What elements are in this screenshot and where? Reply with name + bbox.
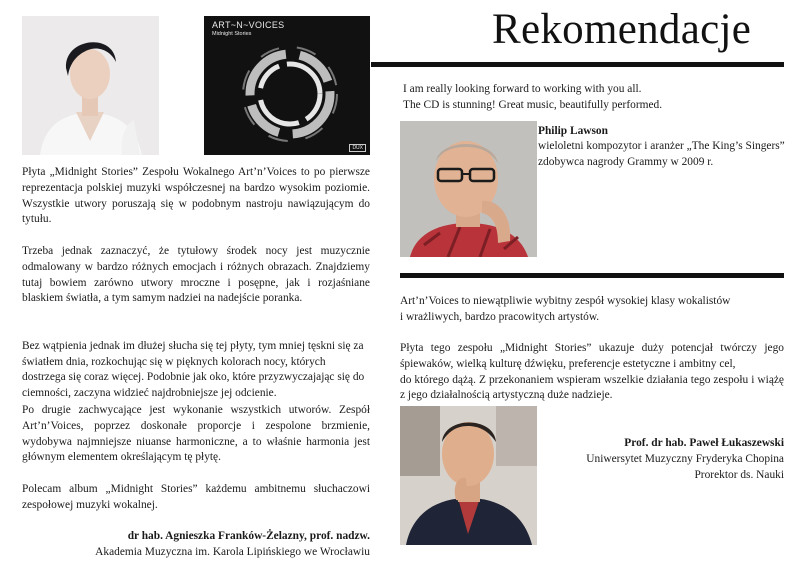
portrait-photo-author [22,16,159,155]
dux-logo: DUX [349,144,366,152]
lukaszewski-paragraph-1: Art’n’Voices to niewątpliwie wybitny zespół wysokiej klasy wokalistów i wrażliwych, bardzo pracowitych artystów. [400,295,731,323]
lukaszewski-position: Prorektor ds. Nauki [694,469,784,481]
left-paragraph-2-wrap [22,244,370,307]
left-paragraph-5-wrap [22,482,370,514]
album-title: ART~N~VOICES [212,20,285,30]
section-divider [400,273,784,278]
page-title: Rekomendacje [492,6,752,53]
portrait-photo-lukaszewski [400,406,537,545]
lawson-description: wieloletni kompozytor i aranżer „The King’s Singers” zdobywca nagrody Grammy w 2009 r. [538,140,785,168]
left-paragraph-2: Trzeba jednak zaznaczyć, że tytułowy środek nocy jest muzycznie odmalowany w bardzo różnych emocjach i różnych obrazach. Znajdziemy tutaj bowiem zarówno utwory mroczne i posępne, jak i rozjaśniane blaskiem światła, a tym samym nadziei na nadejście poranka. [22,245,370,305]
lukaszewski-paragraph-2: Płyta tego zespołu „Midnight Stories” ukazuje duży potencjał twórczy jego śpiewaków, wielką kulturę dźwięku, preferencje estetyczne i ambitny cel, do którego dążą. Z przekonaniem wspieram wszelkie działania tego zespołu i wiążę z jego działalnością artystyczną duże nadzieje. [400,342,784,402]
title-divider [371,62,784,67]
lawson-name: Philip Lawson [538,125,608,137]
left-signature-affiliation: Akademia Muzyczna im. Karola Lipińskiego we Wrocławiu [95,546,370,558]
portrait-photo-lawson [400,121,537,257]
left-paragraph-5: Polecam album „Midnight Stories” każdemu ambitnemu słuchaczowi zespołowej muzyki wokalnej. [22,483,370,511]
lawson-quote: I am really looking forward to working with you all. The CD is stunning! Great music, beautifully performed. [403,83,663,111]
album-subtitle: Midnight Stories [212,31,252,37]
left-paragraph-1: Płyta „Midnight Stories” Zespołu Wokalnego Art’n’Voices to po pierwsze reprezentacja polskiej muzyki współczesnej na bardzo wysokim poziomie. Wszystkie utwory poruszają się w podobnym nastroju nawiązującym do tytułu. [22,166,370,226]
left-paragraph-4-wrap [22,403,370,466]
lukaszewski-name: Prof. dr hab. Paweł Łukaszewski [624,437,784,449]
lukaszewski-paragraph-2-wrap [400,341,784,404]
left-paragraph-4: Po drugie zachwycające jest wykonanie wszystkich utworów. Zespół Art’n’Voices, poprzez doskonałe proporcje i zespolone brzmienie, wydobywa najmniejsze niuanse harmoniczne, a to właśnie harmonia jest głównym elementem określającym tę płytę. [22,404,370,464]
left-paragraph-3: Bez wątpienia jednak im dłużej słucha się tej płyty, tym mniej tęskni się za światłem dnia, rozkochując się w pięknych kolorach nocy, których dostrzega się coraz więcej. Podobnie jak oko, które przyzwyczajając się do ciemności, zaczyna widzieć najdrobniejsze jej odcienie. [22,339,365,400]
album-cover [204,16,370,155]
lukaszewski-affiliation: Uniwersytet Muzyczny Fryderyka Chopina [586,453,784,465]
left-signature-name: dr hab. Agnieszka Franków-Żelazny, prof. nadzw. [127,530,370,542]
left-recommendation [22,165,370,228]
